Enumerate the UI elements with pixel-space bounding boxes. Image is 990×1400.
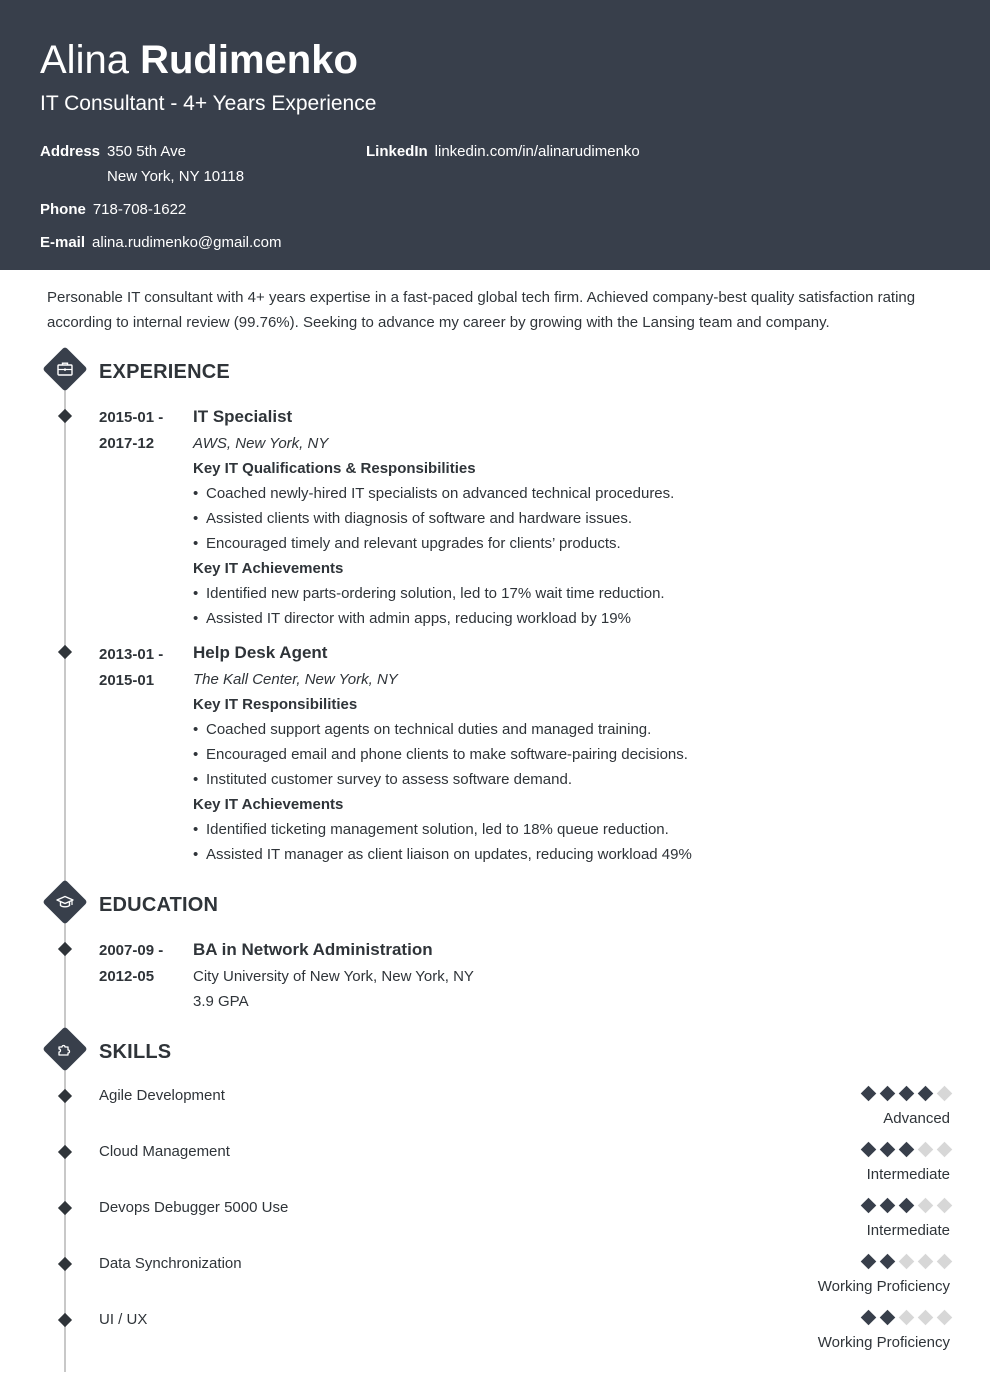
education-dates: [99, 938, 163, 990]
timeline-marker: [58, 1257, 72, 1271]
section-title-experience: EXPERIENCE: [99, 361, 230, 383]
rating-dot-empty: [918, 1310, 934, 1326]
job-entry: [193, 640, 933, 867]
puzzle-icon: [42, 1026, 87, 1071]
rating-dot-filled: [861, 1198, 877, 1214]
rating-dot-empty: [937, 1198, 953, 1214]
linkedin-link[interactable]: linkedin.com/in/alinarudimenko: [434, 143, 640, 160]
job-subheading: Key IT Qualifications & Responsibilities: [193, 460, 476, 477]
contact-phone: [40, 197, 186, 222]
address-label: Address: [40, 143, 101, 160]
date-end: 2015-01: [99, 672, 155, 689]
rating-dot-empty: [918, 1142, 934, 1158]
job-subheading: Key IT Achievements: [193, 560, 344, 577]
graduation-cap-icon: [42, 879, 87, 924]
rating-dot-filled: [918, 1086, 934, 1102]
rating-dot-filled: [880, 1086, 896, 1102]
rating-dot-empty: [918, 1254, 934, 1270]
skill-name: Cloud Management: [99, 1143, 230, 1160]
job-title: IT Specialist: [193, 407, 293, 426]
rating-dot-filled: [880, 1254, 896, 1270]
rating-dot-filled: [861, 1254, 877, 1270]
skill-level: Working Proficiency: [817, 1278, 950, 1295]
rating-dot-empty: [899, 1254, 915, 1270]
timeline-marker: [58, 1089, 72, 1103]
rating-dot-filled: [880, 1142, 896, 1158]
list-item: • Instituted customer survey to assess software demand.: [193, 767, 933, 792]
rating-dot-empty: [937, 1254, 953, 1270]
address-line-1: 350 5th Ave: [107, 143, 186, 160]
school-name: City University of New York, New York, NY: [193, 968, 474, 985]
job-subheading: Key IT Responsibilities: [193, 696, 358, 713]
skill-name: UI / UX: [99, 1311, 148, 1328]
rating-dot-empty: [937, 1086, 953, 1102]
skill-level: Intermediate: [866, 1166, 950, 1183]
skill-level: Intermediate: [866, 1222, 950, 1239]
gpa: 3.9 GPA: [193, 993, 249, 1010]
job-company: The Kall Center, New York, NY: [193, 671, 398, 688]
section-title-skills: SKILLS: [99, 1041, 172, 1063]
skill-level: Working Proficiency: [817, 1334, 950, 1351]
rating-dot-empty: [937, 1310, 953, 1326]
rating-dot-filled: [899, 1198, 915, 1214]
skill-name: Agile Development: [99, 1087, 225, 1104]
candidate-title: IT Consultant - 4+ Years Experience: [40, 92, 377, 115]
skill-rating: [830, 1144, 950, 1162]
job-bullets: [193, 481, 933, 556]
job-bullets: [193, 817, 933, 867]
linkedin-label: LinkedIn: [366, 143, 428, 160]
skill-name: Data Synchronization: [99, 1255, 242, 1272]
job-company: AWS, New York, NY: [193, 435, 329, 452]
skill-rating: [830, 1088, 950, 1106]
rating-dot-empty: [899, 1310, 915, 1326]
date-start: 2007-09 -: [99, 942, 164, 959]
address-line-2: New York, NY 10118: [107, 168, 245, 185]
briefcase-icon: [42, 346, 87, 391]
address-value: [107, 139, 244, 189]
skill-rating: [830, 1312, 950, 1330]
skill-rating: [830, 1200, 950, 1218]
timeline-marker: [58, 1145, 72, 1159]
job-entry: [193, 404, 933, 631]
section-title-education: EDUCATION: [99, 894, 219, 916]
list-item: • Assisted IT manager as client liaison on updates, reducing workload 49%: [193, 842, 933, 867]
contact-linkedin: [366, 139, 640, 164]
timeline-marker: [58, 645, 72, 659]
date-end: 2012-05: [99, 968, 155, 985]
rating-dot-empty: [937, 1142, 953, 1158]
list-item: • Encouraged email and phone clients to make software-pairing decisions.: [193, 742, 933, 767]
contact-address: [40, 139, 244, 189]
skill-level: Advanced: [883, 1110, 950, 1127]
email-label: E-mail: [40, 234, 86, 251]
date-start: 2013-01 -: [99, 646, 164, 663]
rating-dot-filled: [861, 1142, 877, 1158]
degree-title: BA in Network Administration: [193, 940, 433, 959]
job-subheading: Key IT Achievements: [193, 796, 344, 813]
candidate-name: [40, 36, 358, 84]
job-dates: [99, 405, 163, 457]
skill-rating: [830, 1256, 950, 1274]
phone-label: Phone: [40, 201, 86, 218]
rating-dot-filled: [899, 1086, 915, 1102]
rating-dot-filled: [861, 1310, 877, 1326]
rating-dot-filled: [899, 1142, 915, 1158]
timeline-marker: [58, 409, 72, 423]
education-entry: [193, 937, 933, 1014]
resume-header: [0, 0, 990, 270]
list-item: • Assisted IT director with admin apps, reducing workload by 19%: [193, 606, 933, 631]
list-item: • Coached newly-hired IT specialists on advanced technical procedures.: [193, 481, 933, 506]
last-name: Rudimenko: [140, 38, 358, 82]
timeline-marker: [58, 1201, 72, 1215]
phone-value: 718-708-1622: [92, 201, 187, 218]
list-item: • Identified ticketing management solution, led to 18% queue reduction.: [193, 817, 933, 842]
profile-summary: Personable IT consultant with 4+ years expertise in a fast-paced global tech firm. Achieved company-best quality satisfaction rating according to internal review (99.76%). Seeking to advance my career by growing with the Lansing team and company.: [47, 289, 916, 331]
email-link[interactable]: alina.rudimenko@gmail.com: [92, 234, 282, 251]
rating-dot-filled: [861, 1086, 877, 1102]
timeline-marker: [58, 1313, 72, 1327]
skill-name: Devops Debugger 5000 Use: [99, 1199, 289, 1216]
first-name: Alina: [40, 38, 129, 82]
job-dates: [99, 642, 163, 694]
list-item: • Assisted clients with diagnosis of software and hardware issues.: [193, 506, 933, 531]
date-end: 2017-12: [99, 435, 155, 452]
list-item: • Identified new parts-ordering solution, led to 17% wait time reduction.: [193, 581, 933, 606]
rating-dot-filled: [880, 1198, 896, 1214]
rating-dot-empty: [918, 1198, 934, 1214]
job-bullets: [193, 717, 933, 792]
job-bullets: [193, 581, 933, 631]
list-item: • Coached support agents on technical duties and managed training.: [193, 717, 933, 742]
list-item: • Encouraged timely and relevant upgrades for clients’ products.: [193, 531, 933, 556]
rating-dot-filled: [880, 1310, 896, 1326]
date-start: 2015-01 -: [99, 409, 164, 426]
contact-email: [40, 230, 282, 255]
timeline-marker: [58, 942, 72, 956]
job-title: Help Desk Agent: [193, 643, 328, 662]
